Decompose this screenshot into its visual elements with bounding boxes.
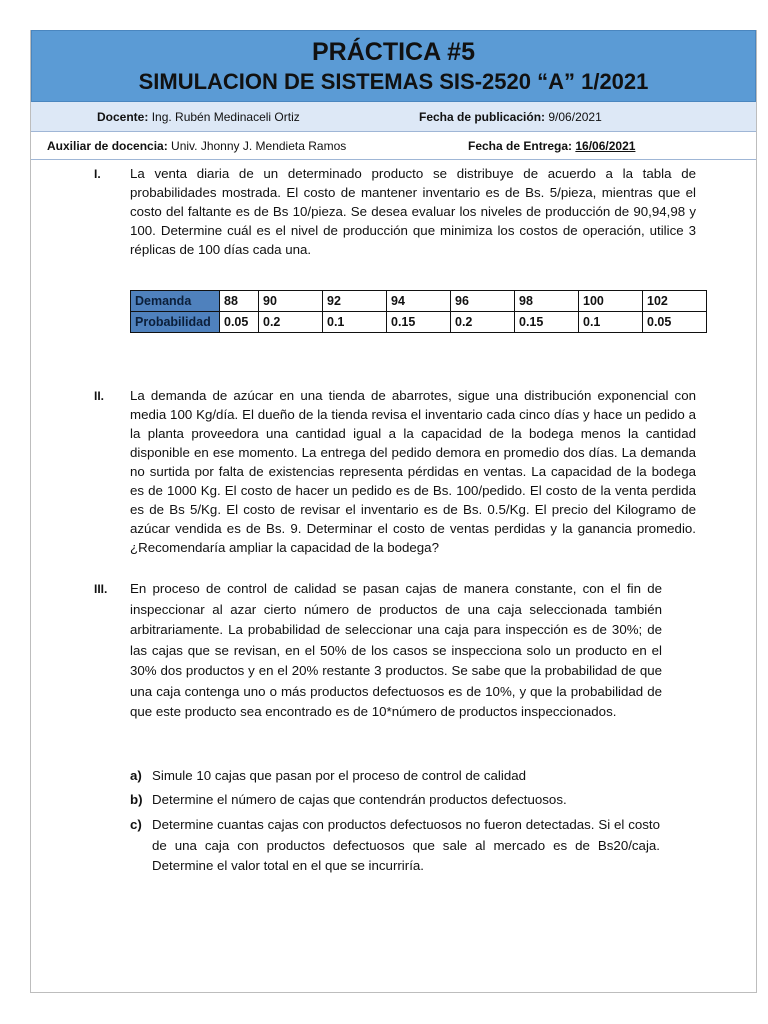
docente-field bbox=[97, 110, 300, 124]
table-cell: 0.2 bbox=[451, 312, 515, 333]
page-title: PRÁCTICA #5 bbox=[312, 38, 475, 66]
subitem-label: c) bbox=[130, 817, 142, 832]
table-cell: 0.1 bbox=[579, 312, 643, 333]
table-cell: 0.05 bbox=[643, 312, 707, 333]
publicacion-field bbox=[419, 110, 602, 124]
problem-text: La demanda de azúcar en una tienda de abarrotes, sigue una distribución exponencial con media 100 Kg/día. El dueño de la tienda revisa el inventario cada cinco días y hace un pedido a la planta proveedora una cantidad igual a la capacidad de la bodega menos la cantidad disponible en ese momento. La entrega del pedido demora en promedio dos días. La demanda no surtida por falta de existencias representa pérdidas en ventas. La capacidad de la bodega es de 1000 Kg. El costo de hacer un pedido es de Bs. 100/pedido. El costo de la venta perdida es de Bs 5/Kg. El costo de revisar el inventario es de Bs. 0.5/Kg. El precio del Kilogramo de azúcar vendida es de Bs. 9. Determinar el costo de ventas perdidas y la ganancia promedio. ¿Recomendaría ampliar la capacidad de la bodega? bbox=[130, 388, 696, 555]
problem-number: III. bbox=[94, 582, 108, 596]
probability-table bbox=[130, 290, 707, 333]
table-cell: 0.2 bbox=[259, 312, 323, 333]
subitem-label: b) bbox=[130, 792, 143, 807]
subitem-text: Determine el número de cajas que contendrán productos defectuosos. bbox=[152, 792, 567, 807]
table-cell: 88 bbox=[220, 291, 259, 312]
subitem-text: Simule 10 cajas que pasan por el proceso de control de calidad bbox=[152, 768, 527, 783]
table-cell: 102 bbox=[643, 291, 707, 312]
problem-number: I. bbox=[94, 167, 101, 181]
problem-number: II. bbox=[94, 389, 105, 403]
auxiliar-label: Auxiliar de docencia: bbox=[47, 139, 168, 153]
table-cell: 92 bbox=[323, 291, 387, 312]
publicacion-label: Fecha de publicación: bbox=[419, 110, 546, 124]
table-header-cell: Probabilidad bbox=[131, 312, 220, 333]
table-row-probabilidad bbox=[131, 312, 707, 333]
table-cell: 90 bbox=[259, 291, 323, 312]
document-page bbox=[30, 30, 757, 993]
entrega-field bbox=[468, 139, 635, 153]
table-header-cell: Demanda bbox=[131, 291, 220, 312]
problem-text: En proceso de control de calidad se pasan cajas de manera constante, con el fin de inspeccionar al azar cierto número de productos de una caja seleccionada también arbitrariamente. La probabilidad de seleccionar una caja para inspección es de 30%; de las cajas que se revisan, en el 50% de los casos se inspecciona solo un producto en el 30% dos productos y en el 20% restante 3 productos. Se sabe que la probabilidad de que una caja contenga uno o más productos defectuosos es de 10%, y que la probabilidad de que este producto sea encontrado es de 10*número de productos inspeccionados. bbox=[130, 581, 662, 719]
table-cell: 0.15 bbox=[387, 312, 451, 333]
title-banner bbox=[31, 30, 756, 102]
table-cell: 96 bbox=[451, 291, 515, 312]
subitem-text: Determine cuantas cajas con productos defectuosos no fueron detectadas. Si el costo de una caja con productos defectuosos que sale al mercado es de Bs20/caja. Determine el valor total en el que se incurriría. bbox=[152, 817, 660, 873]
entrega-value: 16/06/2021 bbox=[575, 139, 636, 153]
table-cell: 94 bbox=[387, 291, 451, 312]
docente-value: Ing. Rubén Medinaceli Ortiz bbox=[151, 110, 300, 124]
table-row-demanda bbox=[131, 291, 707, 312]
docente-label: Docente: bbox=[97, 110, 149, 124]
info-row-docente bbox=[31, 102, 756, 132]
table-cell: 0.05 bbox=[220, 312, 259, 333]
table-cell: 0.15 bbox=[515, 312, 579, 333]
subitem-label: a) bbox=[130, 768, 142, 783]
auxiliar-value: Univ. Jhonny J. Mendieta Ramos bbox=[171, 139, 347, 153]
auxiliar-field bbox=[47, 139, 346, 153]
page-subtitle: SIMULACION DE SISTEMAS SIS-2520 “A” 1/2021 bbox=[138, 69, 649, 94]
table-cell: 98 bbox=[515, 291, 579, 312]
table-cell: 100 bbox=[579, 291, 643, 312]
entrega-label: Fecha de Entrega: bbox=[468, 139, 573, 153]
info-row-auxiliar bbox=[31, 132, 756, 160]
publicacion-value: 9/06/2021 bbox=[548, 110, 602, 124]
problem-text: La venta diaria de un determinado producto se distribuye de acuerdo a la tabla de probabilidades mostrada. El costo de mantener inventario es de Bs. 5/pieza, mientras que el costo del faltante es de Bs 10/pieza. Se desea evaluar los niveles de producción de 90,94,98 y 100. Determine cuál es el nivel de producción que minimiza los costos de operación, utilice 3 réplicas de 100 días cada una. bbox=[130, 166, 696, 257]
table-cell: 0.1 bbox=[323, 312, 387, 333]
